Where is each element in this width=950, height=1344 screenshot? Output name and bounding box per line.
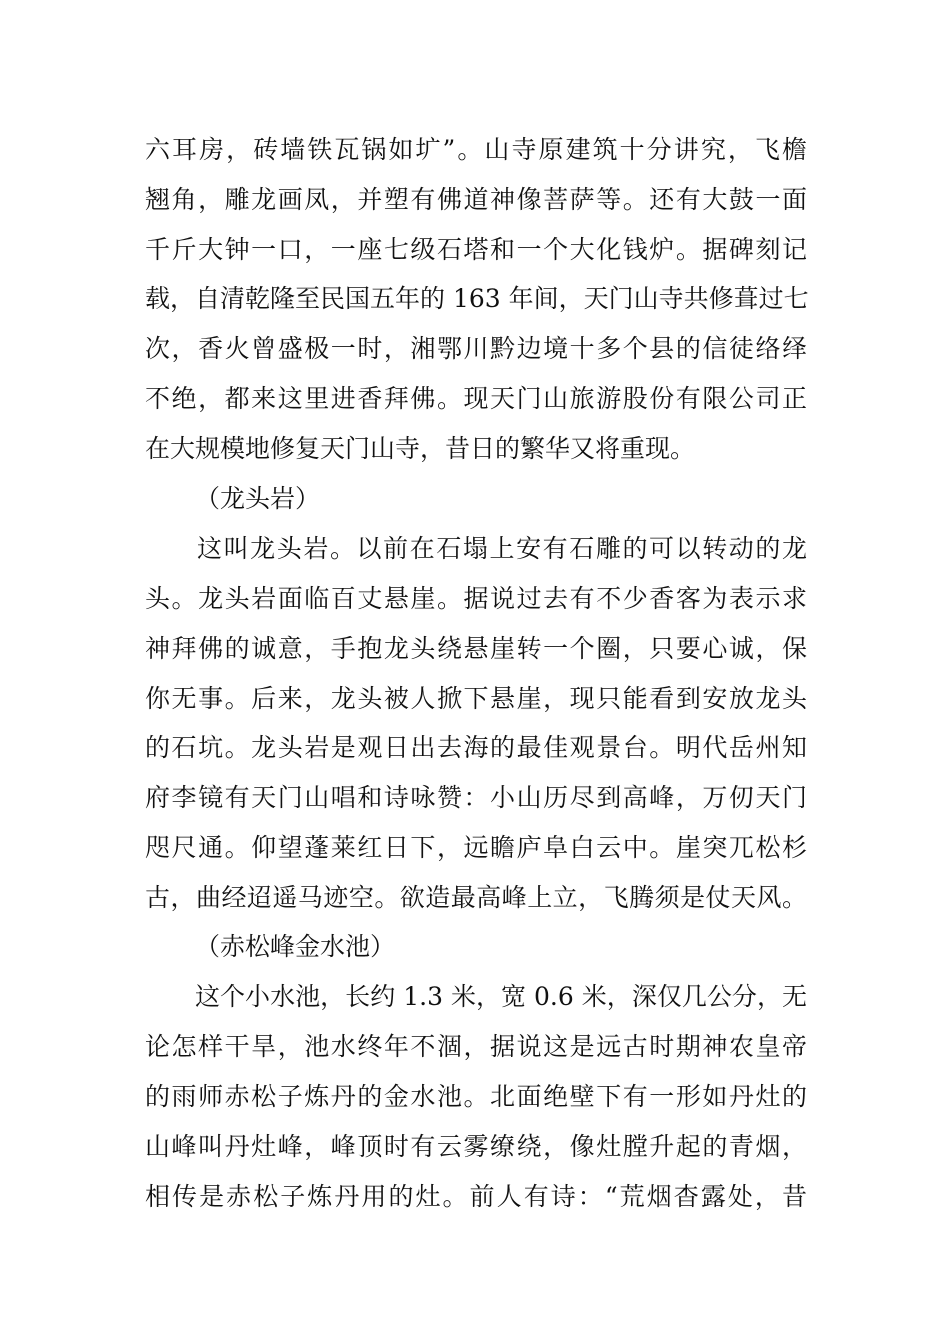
paragraph-line: 翘角，雕龙画凤，并塑有佛道神像菩萨等。还有大鼓一面 [145,185,807,214]
paragraph-line: 在大规模地修复天门山寺，昔日的繁华又将重现。 [145,434,696,463]
paragraph-line: 头。龙头岩面临百丈悬崖。据说过去有不少香客为表示求 [145,584,807,613]
paragraph-line: 这个小水池，长约 1.3 米，宽 0.6 米，深仅几公分，无 [195,982,807,1011]
paragraph-line: 六耳房，砖墙铁瓦锅如圹”。山寺原建筑十分讲究，飞檐 [145,135,807,164]
paragraph-line: 咫尺通。仰望蓬莱红日下，远瞻庐阜白云中。崖突兀松杉 [145,833,807,862]
paragraph-line: 这叫龙头岩。以前在石塌上安有石雕的可以转动的龙 [197,534,807,563]
paragraph-line: 你无事。后来，龙头被人掀下悬崖，现只能看到安放龙头 [145,684,807,713]
paragraph-line: 府李镜有天门山唱和诗咏赞：小山历尽到高峰，万仞天门 [145,783,807,812]
section-heading: （龙头岩） [195,484,321,513]
paragraph-line: 山峰叫丹灶峰，峰顶时有云雾缭绕，像灶膛升起的青烟， [145,1132,807,1161]
paragraph-line: 古，曲经迢遥马迹空。欲造最高峰上立，飞腾须是仗天风。 [145,883,807,912]
paragraph-line: 相传是赤松子炼丹用的灶。前人有诗：“荒烟杳露处，昔 [145,1182,807,1211]
paragraph-line: 次，香火曾盛极一时，湘鄂川黔边境十多个县的信徒络绎 [145,334,807,363]
paragraph-line: 神拜佛的诚意，手抱龙头绕悬崖转一个圈，只要心诚，保 [145,634,807,663]
paragraph-line: 千斤大钟一口，一座七级石塔和一个大化钱炉。据碑刻记 [145,235,807,264]
paragraph-line: 不绝，都来这里进香拜佛。现天门山旅游股份有限公司正 [145,384,807,413]
paragraph-line: 论怎样干旱，池水终年不涸，据说这是远古时期神农皇帝 [145,1032,807,1061]
section-heading: （赤松峰金水池） [195,932,396,961]
paragraph-line: 的石坑。龙头岩是观日出去海的最佳观景台。明代岳州知 [145,733,807,762]
paragraph-line: 载，自清乾隆至民国五年的 163 年间，天门山寺共修葺过七 [145,284,809,313]
paragraph-line: 的雨师赤松子炼丹的金水池。北面绝壁下有一形如丹灶的 [145,1082,807,1111]
